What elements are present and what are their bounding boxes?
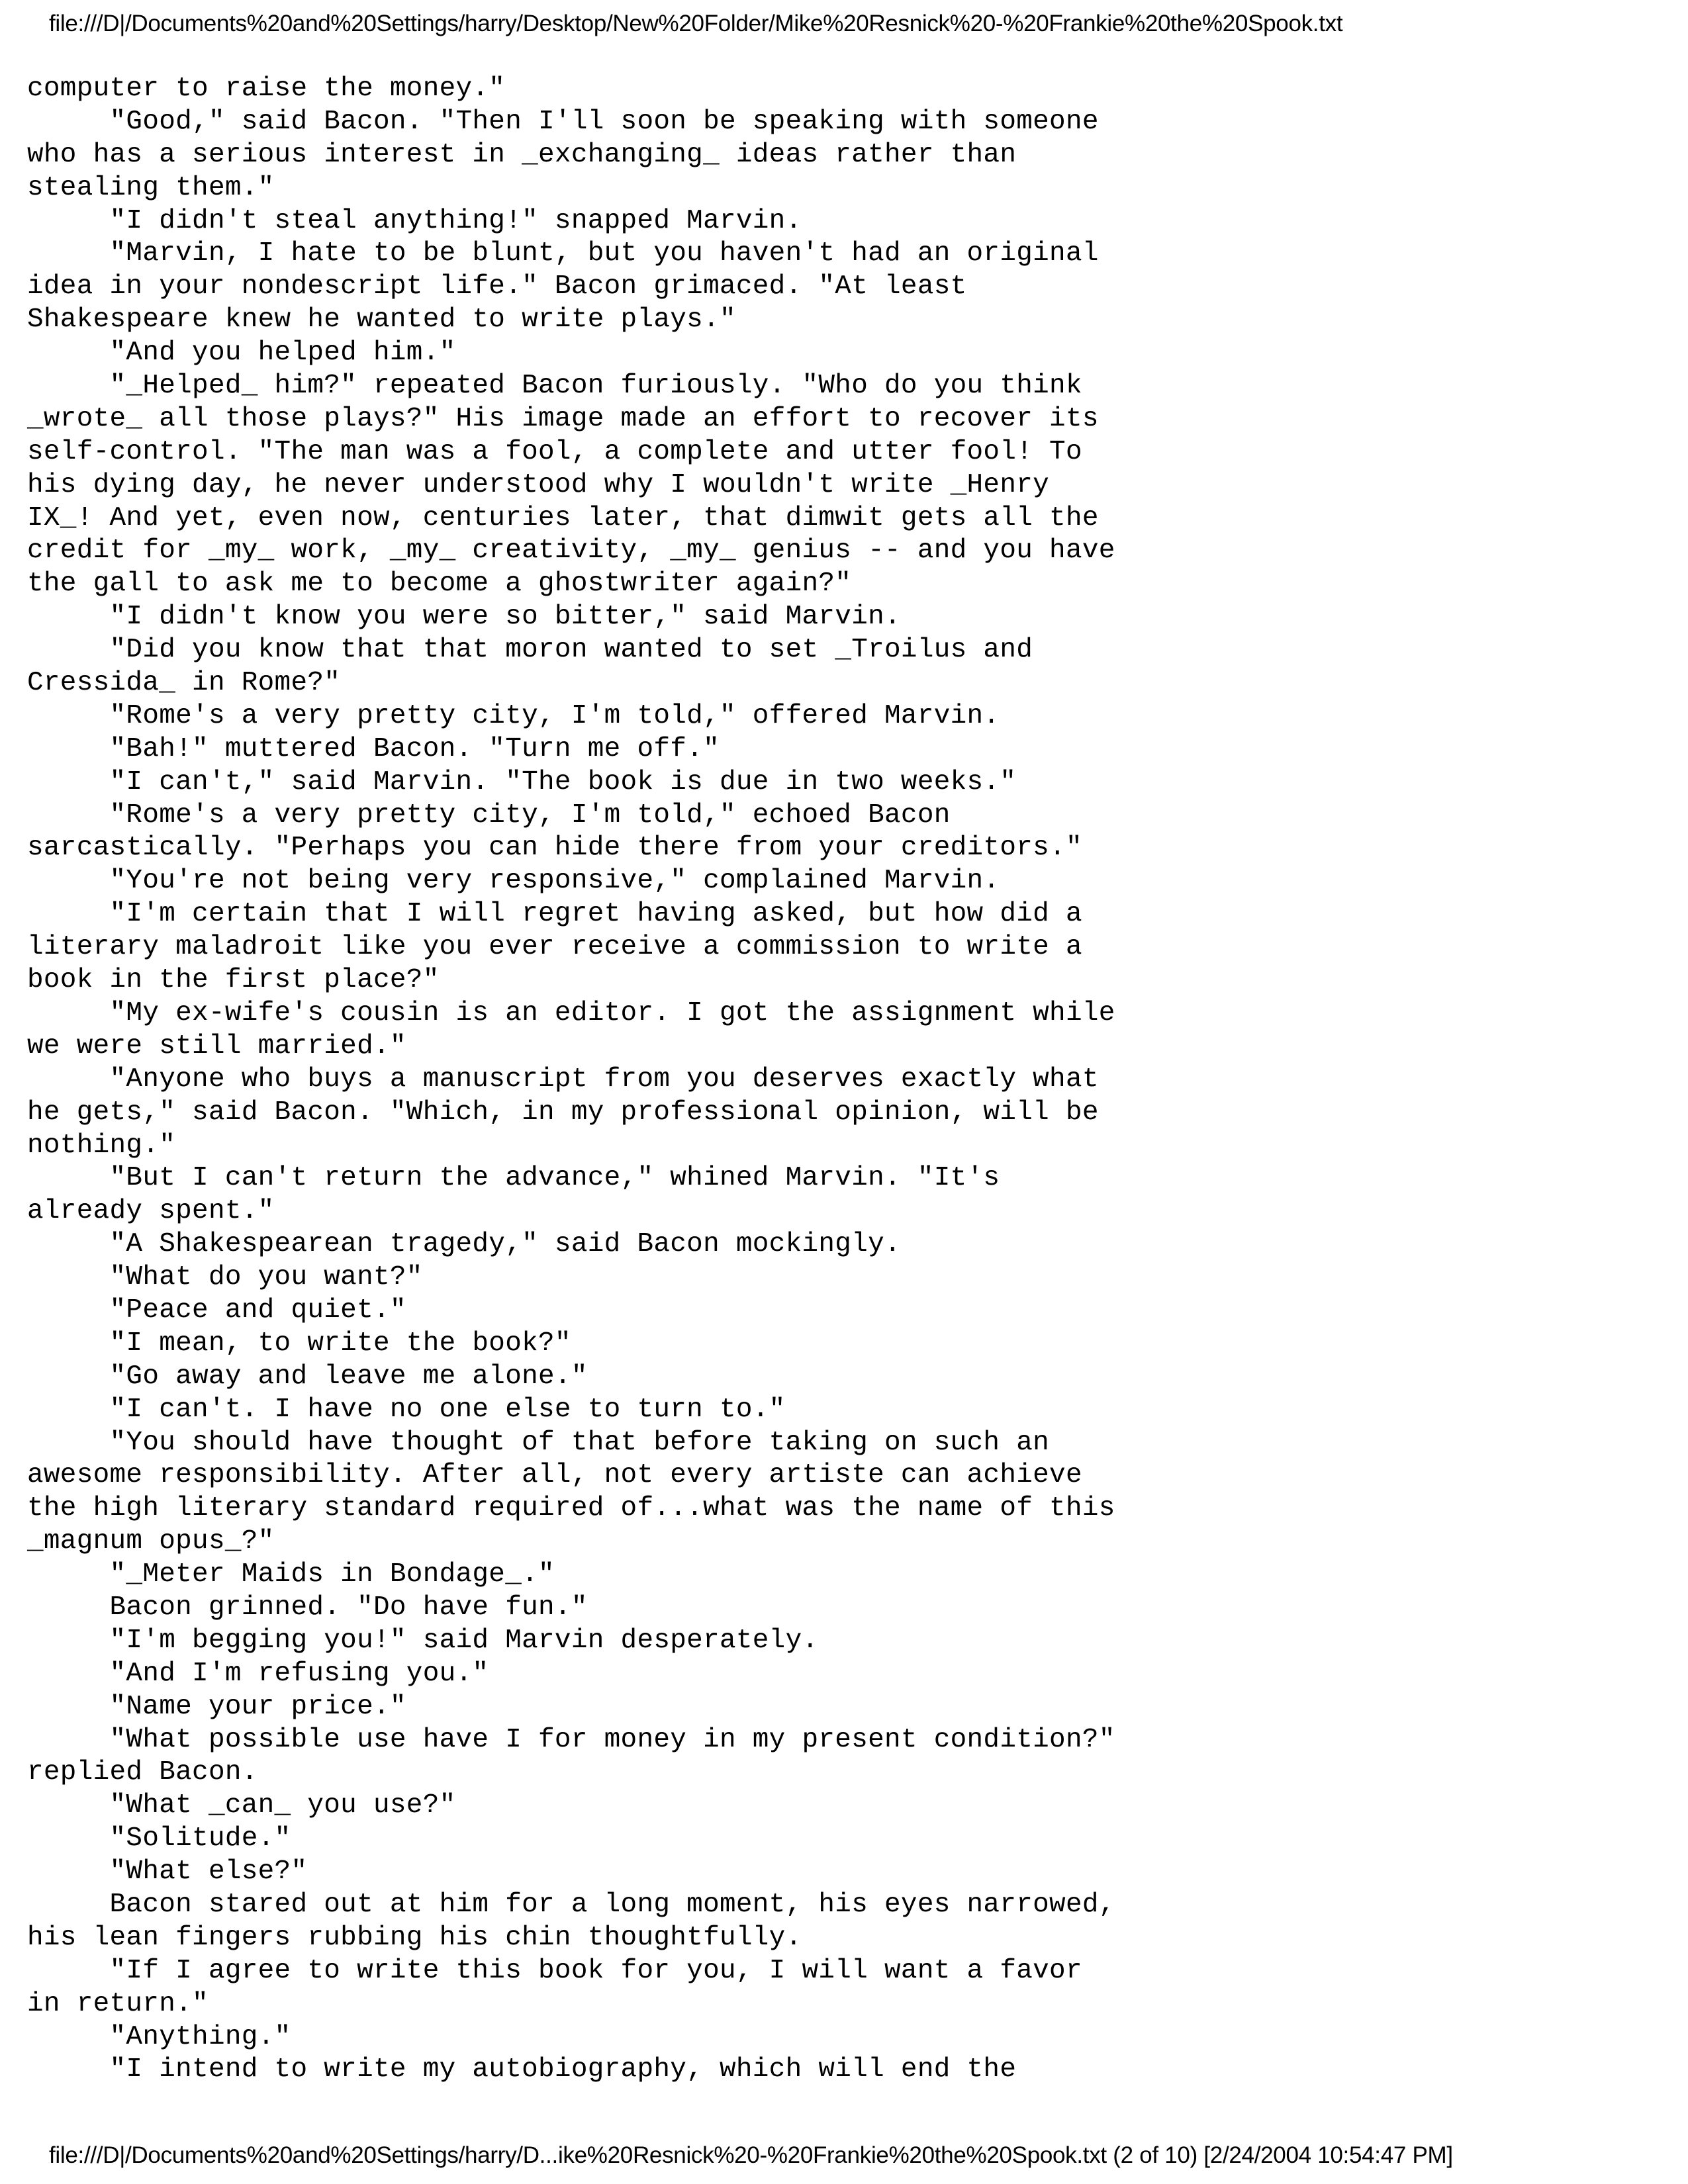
text-line: "I can't," said Marvin. "The book is due in two weeks." [27, 766, 1017, 797]
text-line: his lean fingers rubbing his chin thoughtfully. [27, 1922, 802, 1953]
page-footer: file:///D|/Documents%20and%20Settings/harry/D...ike%20Resnick%20-%20Frankie%20the%20Spook.txt (2 of 10) [2/24/2004 10:54:47 PM] [49, 2142, 1453, 2168]
text-line: "What possible use have I for money in my present condition?" [27, 1724, 1115, 1755]
text-line: "I intend to write my autobiography, which will end the [27, 2054, 1017, 2085]
text-line: the high literary standard required of...what was the name of this [27, 1493, 1115, 1524]
text-line: "_Meter Maids in Bondage_." [27, 1559, 555, 1590]
text-line: replied Bacon. [27, 1757, 258, 1788]
text-line: "Marvin, I hate to be blunt, but you haven't had an original [27, 238, 1099, 269]
text-line: nothing." [27, 1130, 176, 1161]
text-line: "Rome's a very pretty city, I'm told," echoed Bacon [27, 799, 951, 831]
text-line: "Peace and quiet." [27, 1295, 406, 1326]
text-line: sarcastically. "Perhaps you can hide there from your creditors." [27, 833, 1082, 864]
text-line: "My ex-wife's cousin is an editor. I got the assignment while [27, 997, 1115, 1028]
text-line: "I can't. I have no one else to turn to." [27, 1394, 786, 1425]
page-header-file-path: file:///D|/Documents%20and%20Settings/harry/Desktop/New%20Folder/Mike%20Resnick%20-%20Frankie%20the%20Spook.txt [49, 11, 1343, 36]
text-line: awesome responsibility. After all, not every artiste can achieve [27, 1460, 1082, 1491]
text-line: Bacon grinned. "Do have fun." [27, 1592, 588, 1623]
text-line: Cressida_ in Rome?" [27, 668, 341, 699]
text-line: "I didn't steal anything!" snapped Marvin. [27, 205, 802, 236]
text-line: "_Helped_ him?" repeated Bacon furiously. "Who do you think [27, 371, 1082, 402]
text-line: "I'm begging you!" said Marvin desperately. [27, 1625, 819, 1656]
text-line: "Rome's a very pretty city, I'm told," offered Marvin. [27, 700, 1000, 731]
document-body [27, 73, 1115, 2087]
text-line: "I'm certain that I will regret having asked, but how did a [27, 899, 1082, 930]
text-line: IX_! And yet, even now, centuries later, that dimwit gets all the [27, 502, 1099, 533]
text-line: credit for _my_ work, _my_ creativity, _my_ genius -- and you have [27, 535, 1115, 567]
text-line: "Solitude." [27, 1823, 291, 1854]
text-line: "What else?" [27, 1856, 308, 1888]
text-line: "Bah!" muttered Bacon. "Turn me off." [27, 733, 720, 764]
text-line: "Anyone who buys a manuscript from you deserves exactly what [27, 1064, 1099, 1095]
text-line: who has a serious interest in _exchanging_ ideas rather than [27, 139, 1017, 170]
text-line: _wrote_ all those plays?" His image made an effort to recover its [27, 403, 1099, 434]
text-line: "You should have thought of that before taking on such an [27, 1427, 1050, 1458]
text-line: he gets," said Bacon. "Which, in my professional opinion, will be [27, 1097, 1099, 1128]
text-line: "Good," said Bacon. "Then I'll soon be speaking with someone [27, 106, 1099, 137]
text-line: self-control. "The man was a fool, a complete and utter fool! To [27, 436, 1082, 467]
text-line: "And I'm refusing you." [27, 1658, 489, 1689]
text-line: "Go away and leave me alone." [27, 1361, 588, 1392]
text-line: "I mean, to write the book?" [27, 1328, 571, 1359]
text-line: Shakespeare knew he wanted to write plays." [27, 304, 736, 336]
text-line: we were still married." [27, 1030, 406, 1062]
text-line: "You're not being very responsive," complained Marvin. [27, 866, 1000, 897]
text-line: "Did you know that that moron wanted to set _Troilus and [27, 635, 1033, 666]
text-line: stealing them." [27, 172, 275, 203]
text-line: the gall to ask me to become a ghostwriter again?" [27, 569, 852, 600]
text-line: "If I agree to write this book for you, I will want a favor [27, 1955, 1082, 1986]
text-line: in return." [27, 1988, 209, 2019]
text-line: _magnum opus_?" [27, 1526, 275, 1557]
text-line: book in the first place?" [27, 965, 440, 996]
text-line: "Name your price." [27, 1691, 406, 1722]
text-line: "A Shakespearean tragedy," said Bacon mockingly. [27, 1229, 901, 1260]
text-line: Bacon stared out at him for a long moment, his eyes narrowed, [27, 1889, 1115, 1920]
text-line: "But I can't return the advance," whined Marvin. "It's [27, 1163, 1000, 1194]
text-line: "What _can_ you use?" [27, 1790, 456, 1821]
text-line: literary maladroit like you ever receive a commission to write a [27, 932, 1082, 963]
text-line: "And you helped him." [27, 338, 456, 369]
text-line: idea in your nondescript life." Bacon grimaced. "At least [27, 271, 967, 302]
text-line: already spent." [27, 1196, 275, 1227]
text-line: "I didn't know you were so bitter," said Marvin. [27, 602, 901, 633]
text-line: "Anything." [27, 2021, 291, 2052]
text-line: his dying day, he never understood why I wouldn't write _Henry [27, 469, 1050, 500]
text-line: "What do you want?" [27, 1262, 423, 1293]
text-line: computer to raise the money." [27, 73, 506, 104]
